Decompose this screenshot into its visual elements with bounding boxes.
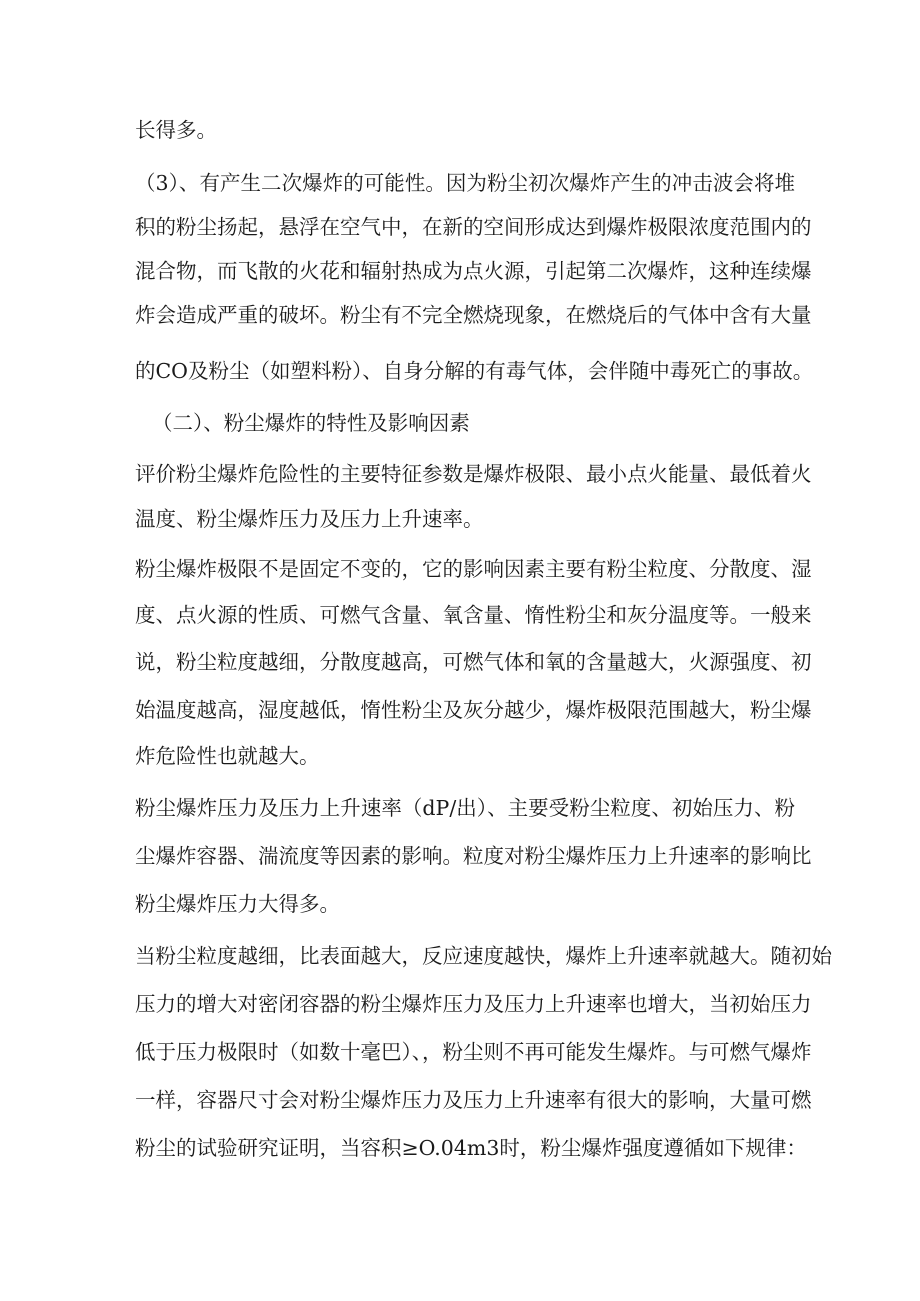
text-line: 粉尘爆炸压力大得多。 (135, 892, 340, 916)
text-line: 当粉尘粒度越细，比表面越大，反应速度越快，爆炸上升速率就越大。随初始 (135, 944, 832, 968)
text-line: 粉尘的试验研究证明，当容积≥O.04m3时，粉尘爆炸强度遵循如下规律： (135, 1136, 807, 1160)
text-line: 压力的增大对密闭容器的粉尘爆炸压力及压力上升速率也增大，当初始压力 (135, 992, 812, 1016)
text-line: 长得多。 (135, 118, 217, 142)
text-line: 说，粉尘粒度越细，分散度越高，可燃气体和氧的含量越大，火源强度、初 (135, 650, 812, 674)
text-line: 炸危险性也就越大。 (135, 744, 320, 768)
text-line: 温度、粉尘爆炸压力及压力上升速率。 (135, 507, 484, 531)
text-line: 尘爆炸容器、湍流度等因素的影响。粒度对粉尘爆炸压力上升速率的影响比 (135, 844, 812, 868)
text-line: 一样，容器尺寸会对粉尘爆炸压力及压力上升速率有很大的影响，大量可燃 (135, 1088, 812, 1112)
text-line: 始温度越高，湿度越低，惰性粉尘及灰分越少，爆炸极限范围越大，粉尘爆 (135, 698, 812, 722)
text-line: 混合物，而飞散的火花和辐射热成为点火源，引起第二次爆炸，这种连续爆 (135, 259, 812, 283)
text-line: 积的粉尘扬起，悬浮在空气中，在新的空间形成达到爆炸极限浓度范围内的 (135, 215, 812, 239)
text-line: 度、点火源的性质、可燃气含量、氧含量、惰性粉尘和灰分温度等。一般来 (135, 603, 812, 627)
text-line: 低于压力极限时（如数十毫巴）、，粉尘则不再可能发生爆炸。与可燃气爆炸 (135, 1040, 812, 1064)
text-line: 粉尘爆炸压力及压力上升速率（dP/出）、主要受粉尘粒度、初始压力、粉 (135, 796, 795, 820)
section-heading: （二）、粉尘爆炸的特性及影响因素 (152, 411, 470, 435)
text-line: （3）、有产生二次爆炸的可能性。因为粉尘初次爆炸产生的冲击波会将堆 (135, 171, 795, 195)
text-line: 的CO及粉尘（如塑料粉）、自身分解的有毒气体，会伴随中毒死亡的事故。 (135, 359, 814, 383)
text-line: 粉尘爆炸极限不是固定不变的，它的影响因素主要有粉尘粒度、分散度、湿 (135, 557, 812, 581)
text-line: 炸会造成严重的破坏。粉尘有不完全燃烧现象，在燃烧后的气体中含有大量 (135, 303, 812, 327)
text-line: 评价粉尘爆炸危险性的主要特征参数是爆炸极限、最小点火能量、最低着火 (135, 462, 812, 486)
